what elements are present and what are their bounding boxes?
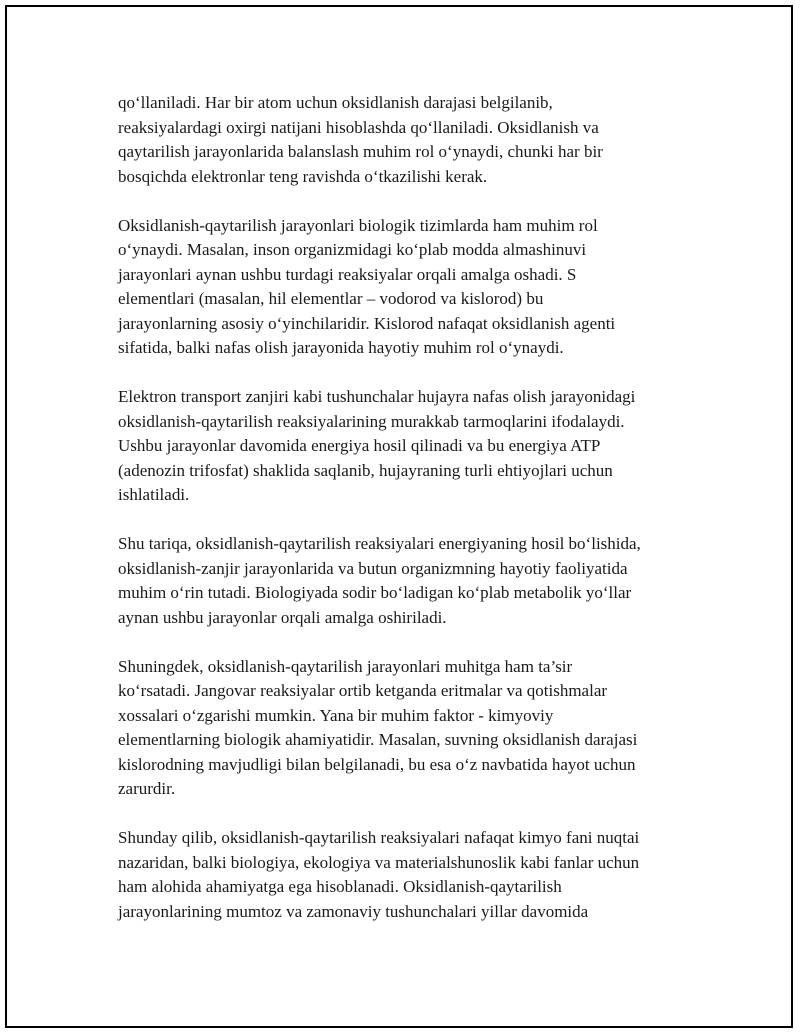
text-line: jarayonlari aynan ushbu turdagi reaksiyalar orqali amalga oshadi. S (118, 264, 577, 284)
text-line: ko‘rsatadi. Jangovar reaksiyalar ortib ketganda eritmalar va qotishmalar (118, 681, 608, 700)
text-line: qaytarilish jarayonlarida balanslash muhim rol o‘ynaydi, chunki har bir (118, 142, 603, 161)
paragraph-1 (118, 91, 690, 189)
text-line: Elektron transport zanjiri kabi tushunchalar hujayra nafas olish jarayonidagi (118, 387, 636, 406)
text-line: xossalari o‘zgarishi mumkin. Yana bir muhim faktor - kimyoviy (118, 705, 554, 725)
text-line: aynan ushbu jarayonlar orqali amalga oshiriladi. (118, 607, 447, 627)
text-line: jarayonlarining mumtoz va zamonaviy tushunchalari yillar davomida (118, 901, 589, 921)
paragraph-4 (118, 532, 690, 630)
text-line: oksidlanish-zanjir jarayonlarida va butun organizmning hayotiy faoliyatida (118, 558, 628, 578)
text-line: bosqichda elektronlar teng ravishda o‘tkazilishi kerak. (118, 166, 488, 186)
text-line: qo‘llaniladi. Har bir atom uchun oksidlanish darajasi belgilanib, (118, 93, 553, 112)
text-line: elementlarning biologik ahamiyatidir. Masalan, suvning oksidlanish darajasi (118, 730, 638, 749)
paragraph-5 (118, 655, 690, 802)
text-line: Oksidlanish-qaytarilish jarayonlari biologik tizimlarda ham muhim rol (118, 215, 598, 235)
text-line: sifatida, balki nafas olish jarayonida hayotiy muhim rol o‘ynaydi. (118, 338, 564, 357)
text-line: Shuningdek, oksidlanish-qaytarilish jarayonlari muhitga ham ta’sir (118, 656, 573, 676)
text-line: Shu tariqa, oksidlanish-qaytarilish reaksiyalari energiyaning hosil bo‘lishida, (118, 534, 641, 553)
paragraph-2 (118, 214, 690, 361)
text-line: ishlatiladi. (118, 485, 190, 504)
text-line: Shunday qilib, oksidlanish-qaytarilish reaksiyalari nafaqat kimyo fani nuqtai (118, 828, 640, 847)
text-line: jarayonlarning asosiy o‘yinchilaridir. Kislorod nafaqat oksidlanish agenti (118, 313, 616, 333)
text-line: ham alohida ahamiyatga ega hisoblanadi. Oksidlanish-qaytarilish (118, 877, 562, 896)
paragraph-6 (118, 826, 690, 924)
text-line: elementlari (masalan, hil elementlar – vodorod va kislorod) bu (118, 289, 544, 308)
text-line: zarurdir. (118, 779, 176, 798)
text-line: muhim o‘rin tutadi. Biologiyada sodir bo‘ladigan ko‘plab metabolik yo‘llar (118, 583, 632, 602)
text-line: oksidlanish-qaytarilish reaksiyalarining murakkab tarmoqlarini ifodalaydi. (118, 411, 625, 431)
document-body (118, 91, 690, 949)
text-line: o‘ynaydi. Masalan, inson organizmidagi ko‘plab modda almashinuvi (118, 240, 587, 259)
text-line: Ushbu jarayonlar davomida energiya hosil qilinadi va bu energiya ATP (118, 436, 601, 455)
text-line: nazaridan, balki biologiya, ekologiya va materialshunoslik kabi fanlar uchun (118, 852, 640, 872)
text-line: (adenozin trifosfat) shaklida saqlanib, hujayraning turli ehtiyojlari uchun (118, 460, 613, 480)
text-line: kislorodning mavjudligi bilan belgilanadi, bu esa o‘z navbatida hayot uchun (118, 754, 636, 774)
text-line: reaksiyalardagi oxirgi natijani hisoblashda qo‘llaniladi. Oksidlanish va (118, 117, 599, 137)
paragraph-3 (118, 385, 690, 508)
